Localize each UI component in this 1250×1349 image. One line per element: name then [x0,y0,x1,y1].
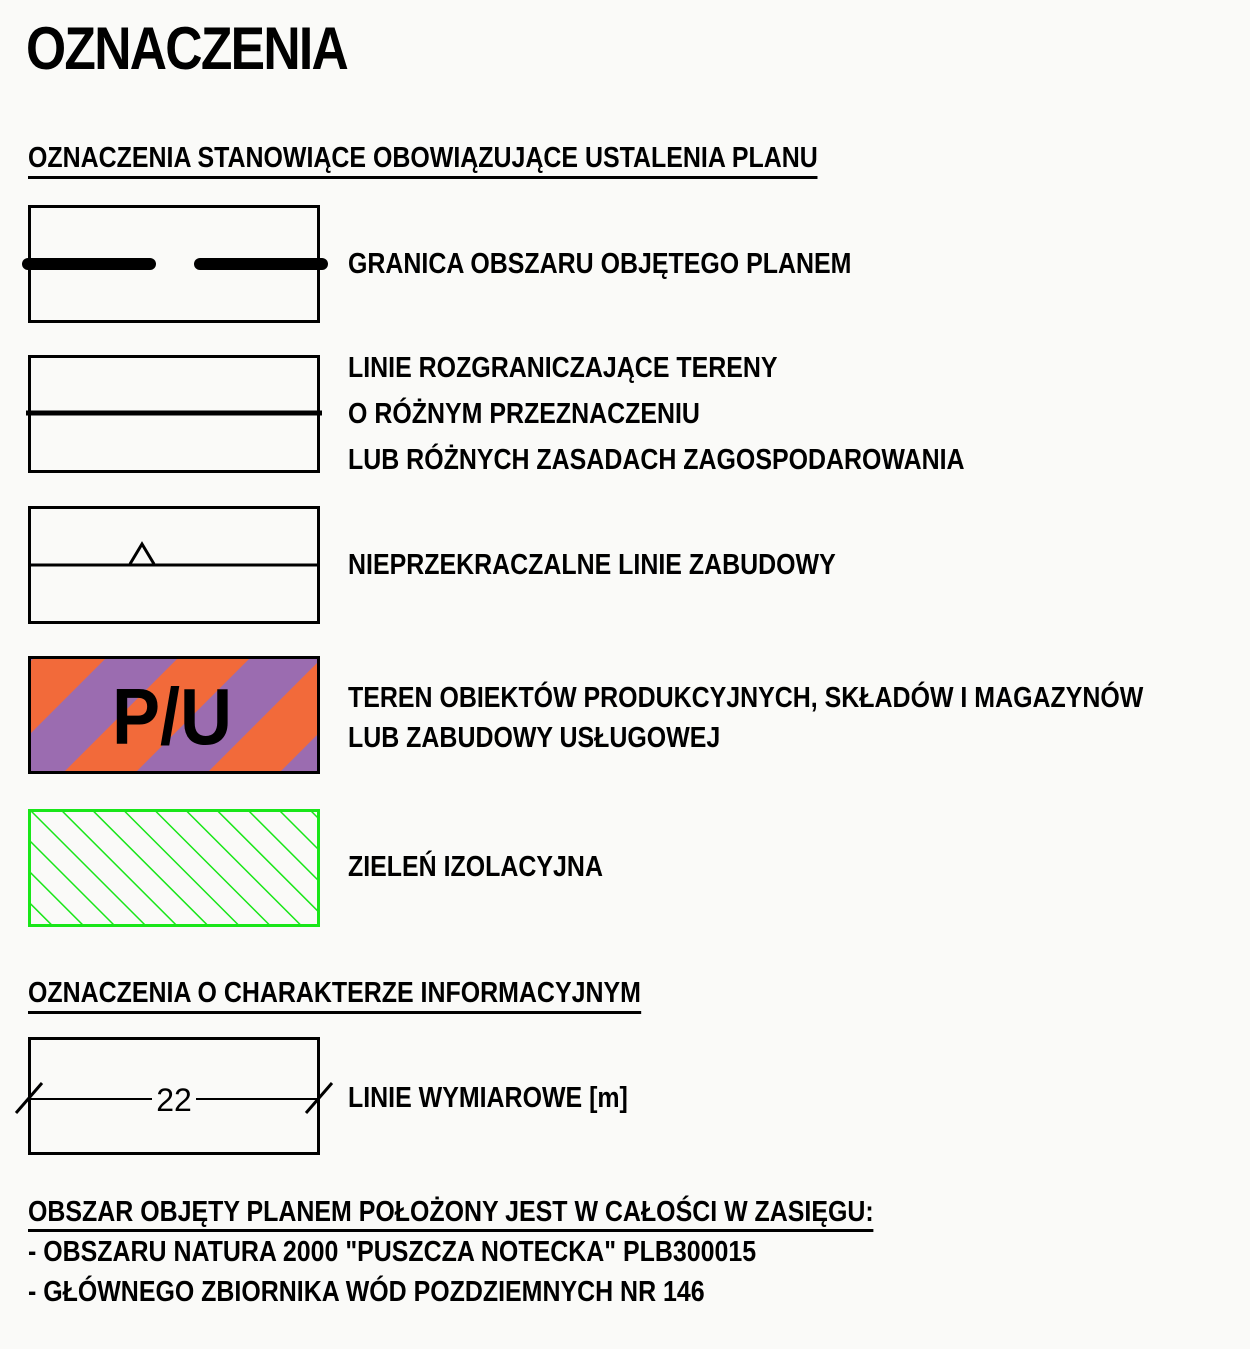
building-line-symbol [28,506,320,624]
demarcation-line-label: LINIE ROZGRANICZAJĄCE TERENY O RÓŻNYM PRZEZNACZENIU LUB RÓŻNYCH ZASADACH ZAGOSPODAROWANIA [348,352,965,476]
binding-section-heading: OZNACZENIA STANOWIĄCE OBOWIĄZUJĄCE USTALENIA PLANU [28,142,818,175]
plan-boundary-label: GRANICA OBSZARU OBJĘTEGO PLANEM [348,248,852,280]
legend-title: OZNACZENIA [26,15,348,82]
dimension-value: 22 [156,1082,192,1118]
dimension-line-symbol [28,1037,320,1155]
pu-symbol-text: P/U [111,672,233,762]
production-services-label: TEREN OBIEKTÓW PRODUKCYJNYCH, SKŁADÓW I MAGAZYNÓW LUB ZABUDOWY USŁUGOWEJ [348,682,1144,754]
plan-boundary-symbol [28,205,320,323]
natura-note [28,1192,874,1312]
informational-section-heading: OZNACZENIA O CHARAKTERZE INFORMACYJNYM [28,977,641,1010]
note-item: - OBSZARU NATURA 2000 "PUSZCZA NOTECKA" PLB300015 [28,1236,757,1268]
isolation-green-label: ZIELEŃ IZOLACYJNA [348,851,603,883]
isolation-green-symbol [28,809,320,927]
note-item: - GŁÓWNEGO ZBIORNIKA WÓD POZDZIEMNYCH NR 146 [28,1276,705,1308]
demarcation-line-symbol [28,355,320,473]
note-heading: OBSZAR OBJĘTY PLANEM POŁOŻONY JEST W CAŁOŚCI W ZASIĘGU: [28,1196,874,1232]
dimension-line-label: LINIE WYMIAROWE [m] [348,1082,628,1114]
building-line-label: NIEPRZEKRACZALNE LINIE ZABUDOWY [348,549,836,581]
production-services-symbol [28,656,320,774]
